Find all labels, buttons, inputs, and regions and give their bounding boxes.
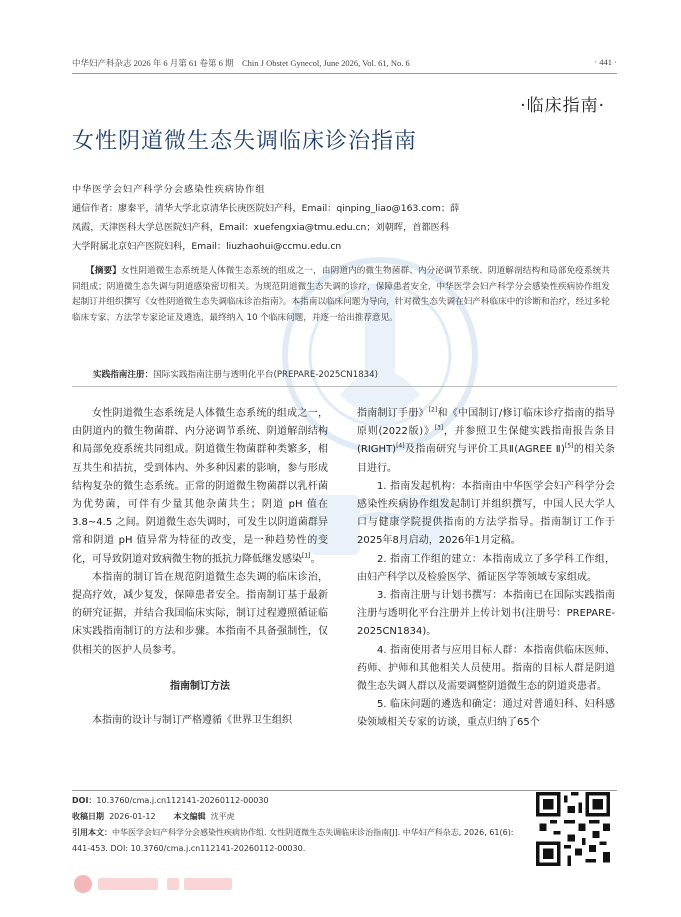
citation-label: 引用本文： xyxy=(72,828,112,837)
article-title: 女性阴道微生态失调临床诊治指南 xyxy=(72,129,418,154)
article-footer xyxy=(72,793,532,857)
qr-code-icon[interactable] xyxy=(536,792,610,866)
editor-label: 本文编辑 xyxy=(173,812,206,821)
abstract-text: 女性阴道微生态系统是人体微生态系统的组成之一，由阴道内的微生物菌群、内分泌调节系统、阴道解剖结构和局部免疫系统共同组成；阴道微生态失调与阴道感染密切相关。为规范阴道微生态失调的诊疗，保障患者安全，中华医学会妇产科学分会感染性疾病协作组发起制订并组织撰写《女性阴道微生态失调临床诊治指南》。本指南以临床问题为导向，针对微生态失调在妇产科临床中的诊断和治疗，经过多轮临床专家、方法学专家论证及遴选，最终纳入 10 个临床问题，并逐一给出推荐意见。 xyxy=(72,266,610,323)
page-number: · 441 · xyxy=(594,57,617,67)
reference-mark[interactable]: [5] xyxy=(564,443,574,451)
reference-mark[interactable]: [4] xyxy=(396,443,405,451)
body-left-column xyxy=(72,405,328,730)
list-item: 3. 指南注册与计划书撰写：本指南已在国际实践指南注册与透明化平台注册并上传计划书(注册号：PREPARE-2025CN1834)。 xyxy=(357,590,615,638)
received-date: 2026-01-12 xyxy=(109,812,156,821)
section-label: ·临床指南· xyxy=(520,96,605,116)
registration-text: 国际实践指南注册与透明化平台(PREPARE-2025CN1834) xyxy=(153,370,378,380)
paragraph-text: 及指南研究与评价工具Ⅱ(AGREE Ⅱ) xyxy=(404,444,565,456)
section-heading: 指南制订方法 xyxy=(170,680,230,692)
editor-name: 沈平虎 xyxy=(210,812,235,821)
body-right-column xyxy=(357,405,615,733)
running-header: 中华妇产科杂志 2026 年 6 月第 61 卷第 6 期 Chin J Obstet Gynecol, June 2026, Vol. 61, No. 6 xyxy=(72,58,410,68)
paragraph-text: 指南制订手册》 xyxy=(357,408,429,419)
doi-link[interactable]: 10.3760/cma.j.cn112141-20260112-00030 xyxy=(96,796,269,805)
list-item: 4. 指南使用者与应用目标人群：本指南供临床医师、药师、护师和其他相关人员使用。指南的目标人群是阴道微生态失调人群以及需要调整阴道微生态的阴道炎患者。 xyxy=(357,644,615,693)
paragraph: 本指南的制订旨在规范阴道微生态失调的临床诊治，提高疗效，减少复发，保障患者安全。指南制订基于最新的研究证据，并结合我国临床实际，制订过程遵照循证临床实践指南制订的方法和步骤。本指南不具备强制性，仅供相关的医护人员参考。 xyxy=(72,571,328,656)
author-line: 大学附属北京妇产医院妇科，Email：liuzhaohui@ccmu.edu.cn xyxy=(72,241,342,252)
list-item: 2. 指南工作组的建立：本指南成立了多学科工作组，由妇产科学以及检验医学、循证医学等领域专家组成。 xyxy=(357,553,615,583)
doi-label: DOI： xyxy=(72,796,97,805)
paragraph-text: 女性阴道微生态系统是人体微生态系统的组成之一，由阴道内的微生物菌群、内分泌调节系统、阴道解剖结构和局部免疫系统共同组成。阴道微生物菌群种类繁多，相互共生和拮抗，受到体内、外多种因素的影响，参与形成结构复杂的微生态系统。正常的阴道微生物菌群以乳杆菌为优势菌，可伴有少量其他杂菌共生；阴道 pH 值在 3.8~4.5 之间。阴道微生态失调时，可发生以阴道菌群异常和阴道 pH 值异常为特征的改变，是一种趋势性的变化，可导致阴道对致病微生物的抵抗力降低继发感染 xyxy=(72,408,328,565)
list-item: 5. 临床问题的遴选和确定：通过对普通妇科、妇科感染领域相关专家的访谈，重点归纳了65个 xyxy=(357,699,615,729)
abstract xyxy=(72,264,610,326)
paragraph xyxy=(357,405,615,478)
reference-mark[interactable]: [2] xyxy=(428,406,438,414)
footer-divider xyxy=(72,790,617,791)
received-label: 收稿日期 xyxy=(72,812,104,821)
paragraph xyxy=(72,405,328,569)
reference-mark[interactable]: [3] xyxy=(434,424,444,432)
author-line: 通信作者：廖秦平，清华大学北京清华长庚医院妇产科，Email：qinping_liao@163.com；薛 xyxy=(72,203,460,214)
citation-text: 中华医学会妇产科学分会感染性疾病协作组. 女性阴道微生态失调临床诊治指南[J]. 中华妇产科杂志, 2026, 61(6): 441-453. DOI: 10.3760/cma.j.cn112141-20260112-00030. xyxy=(72,828,514,853)
paragraph: 本指南的设计与制订严格遵循《世界卫生组织 xyxy=(92,715,292,727)
paragraph-text: 。 xyxy=(310,553,321,565)
registration-label: 实践指南注册： xyxy=(93,370,154,380)
abstract-divider xyxy=(72,386,617,387)
publisher-logo-icon xyxy=(72,873,272,895)
author-line: 凤霞，天津医科大学总医院妇产科，Email：xuefengxia@tmu.edu.cn；刘朝晖，首都医科 xyxy=(72,222,450,233)
paragraph-text: ，并参照卫生保健实践指南报告条目(RIGHT) xyxy=(357,426,615,456)
reference-mark[interactable]: [1] xyxy=(302,552,311,560)
paragraph-text: 和《中国制订/修订临床诊疗指南的指导原则(2022版)》 xyxy=(357,408,615,438)
abstract-label: 【摘要】 xyxy=(86,266,121,276)
paragraph-text: 的相关条目进行。 xyxy=(357,444,615,474)
header-divider xyxy=(72,73,617,74)
list-item: 1. 指南发起机构：本指南由中华医学会妇产科学分会感染性疾病协作组发起制订并组织撰写，中国人民大学人口与健康学院提供指南的方法学指导。指南制订工作于2025年8月启动，2026年1月定稿。 xyxy=(357,480,615,547)
guideline-registration xyxy=(93,368,378,380)
author-group: 中华医学会妇产科学分会感染性疾病协作组 xyxy=(72,184,266,195)
